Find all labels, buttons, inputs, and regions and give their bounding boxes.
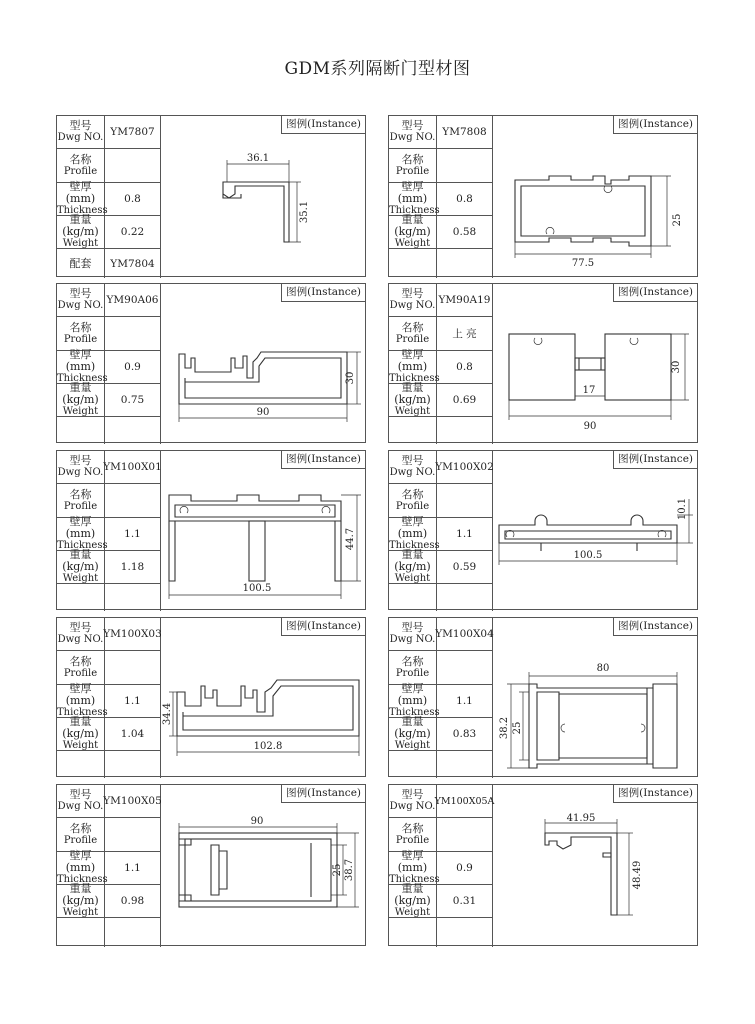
profile-value: [105, 484, 161, 518]
profile-card-ym90a06: [56, 283, 366, 443]
instance-label: 图例(Instance): [613, 116, 697, 134]
profile-card-ym100x02: [388, 450, 698, 610]
instance-label: 图例(Instance): [613, 785, 697, 803]
weight-label-zh: 重量(kg/m): [62, 213, 99, 238]
weight-label: [389, 213, 437, 249]
weight-label: [57, 715, 105, 751]
profile-label-en: Profile: [395, 333, 430, 345]
thickness-label-zh: 壁厚(mm): [65, 682, 96, 707]
thickness-label-en: Thickness: [389, 874, 440, 885]
weight-label-en: Weight: [394, 740, 431, 751]
instance-label: 图例(Instance): [281, 116, 365, 134]
weight-value: 0.59: [437, 551, 493, 584]
empty-label: [389, 918, 437, 947]
profile-card-ym7807: [56, 115, 366, 277]
thickness-label: [389, 849, 440, 885]
profile-label: [389, 651, 437, 685]
profile-value: [105, 149, 161, 183]
profile-card-ym100x01: [56, 450, 366, 610]
weight-label: [389, 548, 437, 584]
dwg-label-zh: 型号: [401, 788, 424, 801]
instance-label: 图例(Instance): [281, 451, 365, 469]
weight-label-en: Weight: [394, 907, 431, 918]
thickness-value: 0.8: [437, 351, 493, 384]
profile-drawing: [161, 803, 365, 945]
dim-width: 102.8: [253, 741, 283, 752]
dwg-label: [57, 116, 105, 149]
profile-label: [389, 149, 437, 183]
profile-label-en: Profile: [395, 667, 430, 679]
empty-value: [105, 751, 161, 778]
weight-label: [57, 882, 105, 918]
thickness-label-en: Thickness: [389, 373, 440, 384]
instance-label: 图例(Instance): [613, 451, 697, 469]
thickness-label-zh: 壁厚(mm): [397, 180, 428, 205]
thickness-label-en: Thickness: [389, 707, 440, 718]
weight-label-zh: 重量(kg/m): [62, 715, 99, 740]
dim-width: 90: [256, 407, 270, 418]
dim-inner-height: 25: [332, 863, 343, 877]
thickness-label-en: Thickness: [57, 707, 108, 718]
empty-label: [389, 417, 437, 444]
profile-label-en: Profile: [63, 834, 98, 846]
weight-label-en: Weight: [62, 406, 99, 417]
profile-drawing-svg: [161, 803, 365, 947]
empty-label: [389, 751, 437, 778]
instance-label: 图例(Instance): [281, 284, 365, 302]
thickness-label-zh: 壁厚(mm): [65, 515, 96, 540]
weight-value: 1.04: [105, 718, 161, 751]
thickness-value: 0.8: [105, 183, 161, 216]
dwg-label-en: Dwg NO.: [389, 634, 436, 645]
dwg-value: YM7807: [105, 116, 161, 149]
profile-drawing-svg: [161, 469, 365, 609]
empty-label: [57, 417, 105, 444]
dim-height: 25: [672, 213, 683, 227]
profile-drawing-svg: [161, 302, 365, 442]
thickness-label-zh: 壁厚(mm): [397, 348, 428, 373]
dim-height: 48.49: [632, 860, 643, 890]
profile-label-en: Profile: [63, 165, 98, 177]
dim-width: 77.5: [571, 258, 595, 269]
profile-label: [389, 818, 437, 852]
weight-label-zh: 重量(kg/m): [394, 381, 431, 406]
profile-value: [437, 818, 493, 852]
dwg-label: [389, 785, 437, 818]
dim-width: 80: [596, 663, 610, 674]
weight-label: [57, 548, 105, 584]
profile-drawing: [493, 134, 697, 276]
empty-label: [389, 584, 437, 611]
profile-label: [57, 149, 105, 183]
thickness-label-zh: 壁厚(mm): [65, 849, 96, 874]
profile-label-zh: 名称: [401, 320, 424, 334]
weight-label-zh: 重量(kg/m): [394, 882, 431, 907]
profile-label-zh: 名称: [401, 152, 424, 166]
thickness-value: 0.9: [437, 852, 493, 885]
thickness-label: [57, 348, 108, 384]
dwg-label-zh: 型号: [401, 454, 424, 467]
dwg-value: YM100X01: [105, 451, 161, 484]
empty-label: [389, 249, 437, 278]
weight-label: [389, 715, 437, 751]
match-value: YM7804: [105, 249, 161, 278]
profile-drawing-svg: [161, 134, 365, 276]
dwg-value: YM100X02: [437, 451, 493, 484]
thickness-label: [57, 180, 108, 216]
weight-label: [57, 381, 105, 417]
profile-label-zh: 名称: [69, 821, 92, 835]
weight-value: 0.83: [437, 718, 493, 751]
profile-drawing: [493, 302, 697, 442]
instance-label: 图例(Instance): [613, 618, 697, 636]
weight-value: 0.22: [105, 216, 161, 249]
empty-value: [437, 751, 493, 778]
thickness-label-en: Thickness: [57, 540, 108, 551]
weight-label-zh: 重量(kg/m): [394, 548, 431, 573]
profile-label-en: Profile: [395, 500, 430, 512]
profile-drawing: [161, 636, 365, 776]
profile-drawing: [493, 636, 697, 776]
dim-width: 100.5: [242, 583, 272, 594]
dwg-label: [389, 618, 437, 651]
empty-value: [105, 918, 161, 947]
dwg-label-zh: 型号: [401, 621, 424, 634]
instance-label: 图例(Instance): [281, 618, 365, 636]
dim-gap: 17: [582, 385, 596, 396]
thickness-value: 1.1: [105, 685, 161, 718]
dwg-value: YM7808: [437, 116, 493, 149]
thickness-value: 1.1: [105, 518, 161, 551]
instance-label: 图例(Instance): [281, 785, 365, 803]
thickness-label-zh: 壁厚(mm): [397, 682, 428, 707]
dwg-value: YM90A19: [437, 284, 493, 317]
profile-label: [389, 317, 437, 351]
dwg-label: [389, 284, 437, 317]
profile-drawing-svg: [493, 134, 697, 276]
thickness-value: 1.1: [437, 685, 493, 718]
thickness-label: [389, 515, 440, 551]
thickness-label: [57, 849, 108, 885]
dim-height: 35.1: [299, 200, 310, 224]
dwg-label-en: Dwg NO.: [389, 467, 436, 478]
thickness-label: [57, 682, 108, 718]
profile-label: [57, 651, 105, 685]
profile-drawing: [161, 302, 365, 442]
profile-value: [437, 149, 493, 183]
dwg-label-zh: 型号: [69, 621, 92, 634]
weight-value: 0.58: [437, 216, 493, 249]
weight-label: [389, 381, 437, 417]
dwg-value: YM100X04: [437, 618, 493, 651]
dim-height: 30: [671, 360, 682, 374]
thickness-value: 1.1: [105, 852, 161, 885]
dim-height: 30: [345, 371, 356, 385]
dwg-label: [57, 451, 105, 484]
profile-value: [105, 651, 161, 685]
match-label: [57, 249, 105, 278]
weight-label-zh: 重量(kg/m): [62, 548, 99, 573]
dim-height: 10.1: [677, 497, 688, 521]
empty-value: [437, 249, 493, 278]
dim-height: 38.7: [344, 858, 355, 882]
profile-drawing: [493, 803, 697, 945]
weight-label-en: Weight: [62, 238, 99, 249]
profile-drawing: [161, 469, 365, 609]
empty-value: [437, 417, 493, 444]
thickness-label-en: Thickness: [57, 874, 108, 885]
weight-value: 1.18: [105, 551, 161, 584]
instance-label: 图例(Instance): [613, 284, 697, 302]
dwg-label-en: Dwg NO.: [57, 300, 104, 311]
match-label-zh: 配套: [69, 256, 92, 270]
dwg-label-en: Dwg NO.: [389, 801, 436, 812]
profile-drawing-svg: [493, 469, 697, 609]
profile-card-ym100x04: [388, 617, 698, 777]
thickness-label: [389, 348, 440, 384]
profile-drawing-svg: [493, 636, 697, 776]
profile-card-ym100x03: [56, 617, 366, 777]
dwg-label-zh: 型号: [401, 119, 424, 132]
dim-height: 34.4: [162, 702, 173, 726]
dwg-label: [389, 451, 437, 484]
dwg-value: YM100X05: [105, 785, 161, 818]
dwg-label-en: Dwg NO.: [57, 634, 104, 645]
weight-value: 0.69: [437, 384, 493, 417]
profile-value: [105, 317, 161, 351]
profile-drawing-svg: [161, 636, 365, 776]
weight-value: 0.31: [437, 885, 493, 918]
thickness-label-zh: 壁厚(mm): [397, 849, 428, 874]
empty-value: [105, 584, 161, 611]
profile-value: [437, 484, 493, 518]
profile-label-zh: 名称: [401, 487, 424, 501]
weight-label-en: Weight: [394, 238, 431, 249]
profile-label: [389, 484, 437, 518]
dim-height: 44.7: [345, 527, 356, 551]
dim-width: 36.1: [246, 153, 270, 164]
dim-width: 90: [583, 421, 597, 432]
thickness-label-en: Thickness: [57, 373, 108, 384]
weight-label-en: Weight: [62, 740, 99, 751]
weight-label-zh: 重量(kg/m): [62, 381, 99, 406]
weight-label-zh: 重量(kg/m): [394, 213, 431, 238]
thickness-value: 0.9: [105, 351, 161, 384]
dwg-label-zh: 型号: [69, 788, 92, 801]
dwg-label-zh: 型号: [69, 119, 92, 132]
thickness-value: 0.8: [437, 183, 493, 216]
profile-value: [105, 818, 161, 852]
thickness-label: [57, 515, 108, 551]
empty-label: [57, 584, 105, 611]
empty-label: [57, 918, 105, 947]
weight-label: [389, 882, 437, 918]
dwg-label-zh: 型号: [401, 287, 424, 300]
thickness-label: [389, 682, 440, 718]
thickness-label-zh: 壁厚(mm): [65, 348, 96, 373]
profile-drawing-svg: [493, 302, 697, 442]
dim-height: 38.2: [499, 716, 510, 740]
profile-value: 上 亮: [437, 317, 493, 351]
profile-label-en: Profile: [395, 834, 430, 846]
profile-card-ym90a19: [388, 283, 698, 443]
thickness-label-en: Thickness: [389, 205, 440, 216]
dwg-label-zh: 型号: [69, 287, 92, 300]
page-title: GDM系列隔断门型材图: [284, 59, 471, 79]
profile-label-zh: 名称: [69, 152, 92, 166]
thickness-value: 1.1: [437, 518, 493, 551]
dim-width: 90: [250, 816, 264, 827]
profile-card-ym7808: [388, 115, 698, 277]
profile-card-ym100x05: [56, 784, 366, 946]
dwg-label-en: Dwg NO.: [57, 132, 104, 143]
empty-value: [437, 584, 493, 611]
profile-label-zh: 名称: [69, 487, 92, 501]
empty-value: [437, 918, 493, 947]
profile-drawing: [161, 134, 365, 276]
profile-label-en: Profile: [63, 333, 98, 345]
weight-label-en: Weight: [62, 907, 99, 918]
empty-value: [105, 417, 161, 444]
dwg-label-en: Dwg NO.: [389, 132, 436, 143]
weight-label-en: Weight: [394, 573, 431, 584]
weight-label-en: Weight: [62, 573, 99, 584]
dwg-label: [57, 618, 105, 651]
profile-drawing: [493, 469, 697, 609]
profile-drawing-svg: [493, 803, 697, 947]
dwg-label-en: Dwg NO.: [57, 801, 104, 812]
profile-value: [437, 651, 493, 685]
profile-label-zh: 名称: [401, 654, 424, 668]
dwg-label-zh: 型号: [69, 454, 92, 467]
weight-label: [57, 213, 105, 249]
dwg-label-en: Dwg NO.: [389, 300, 436, 311]
profile-label-en: Profile: [63, 667, 98, 679]
thickness-label-en: Thickness: [389, 540, 440, 551]
dim-inner-height: 25: [512, 721, 523, 735]
profile-label: [57, 818, 105, 852]
dwg-label-en: Dwg NO.: [57, 467, 104, 478]
profile-label-zh: 名称: [69, 320, 92, 334]
profile-label-zh: 名称: [401, 821, 424, 835]
profile-label: [57, 317, 105, 351]
profile-label-en: Profile: [395, 165, 430, 177]
dwg-value: YM100X03: [105, 618, 161, 651]
dwg-value: YM100X05A: [437, 785, 493, 818]
profile-label: [57, 484, 105, 518]
profile-card-ym100x05a: [388, 784, 698, 946]
dim-width: 100.5: [573, 550, 603, 561]
weight-value: 0.75: [105, 384, 161, 417]
thickness-label: [389, 180, 440, 216]
weight-label-en: Weight: [394, 406, 431, 417]
dwg-label: [389, 116, 437, 149]
thickness-label-zh: 壁厚(mm): [397, 515, 428, 540]
weight-label-zh: 重量(kg/m): [394, 715, 431, 740]
weight-label-zh: 重量(kg/m): [62, 882, 99, 907]
dwg-label: [57, 785, 105, 818]
dwg-label: [57, 284, 105, 317]
dwg-value: YM90A06: [105, 284, 161, 317]
weight-value: 0.98: [105, 885, 161, 918]
profile-label-zh: 名称: [69, 654, 92, 668]
thickness-label-en: Thickness: [57, 205, 108, 216]
dim-width: 41.95: [566, 813, 596, 824]
thickness-label-zh: 壁厚(mm): [65, 180, 96, 205]
profile-label-en: Profile: [63, 500, 98, 512]
empty-label: [57, 751, 105, 778]
